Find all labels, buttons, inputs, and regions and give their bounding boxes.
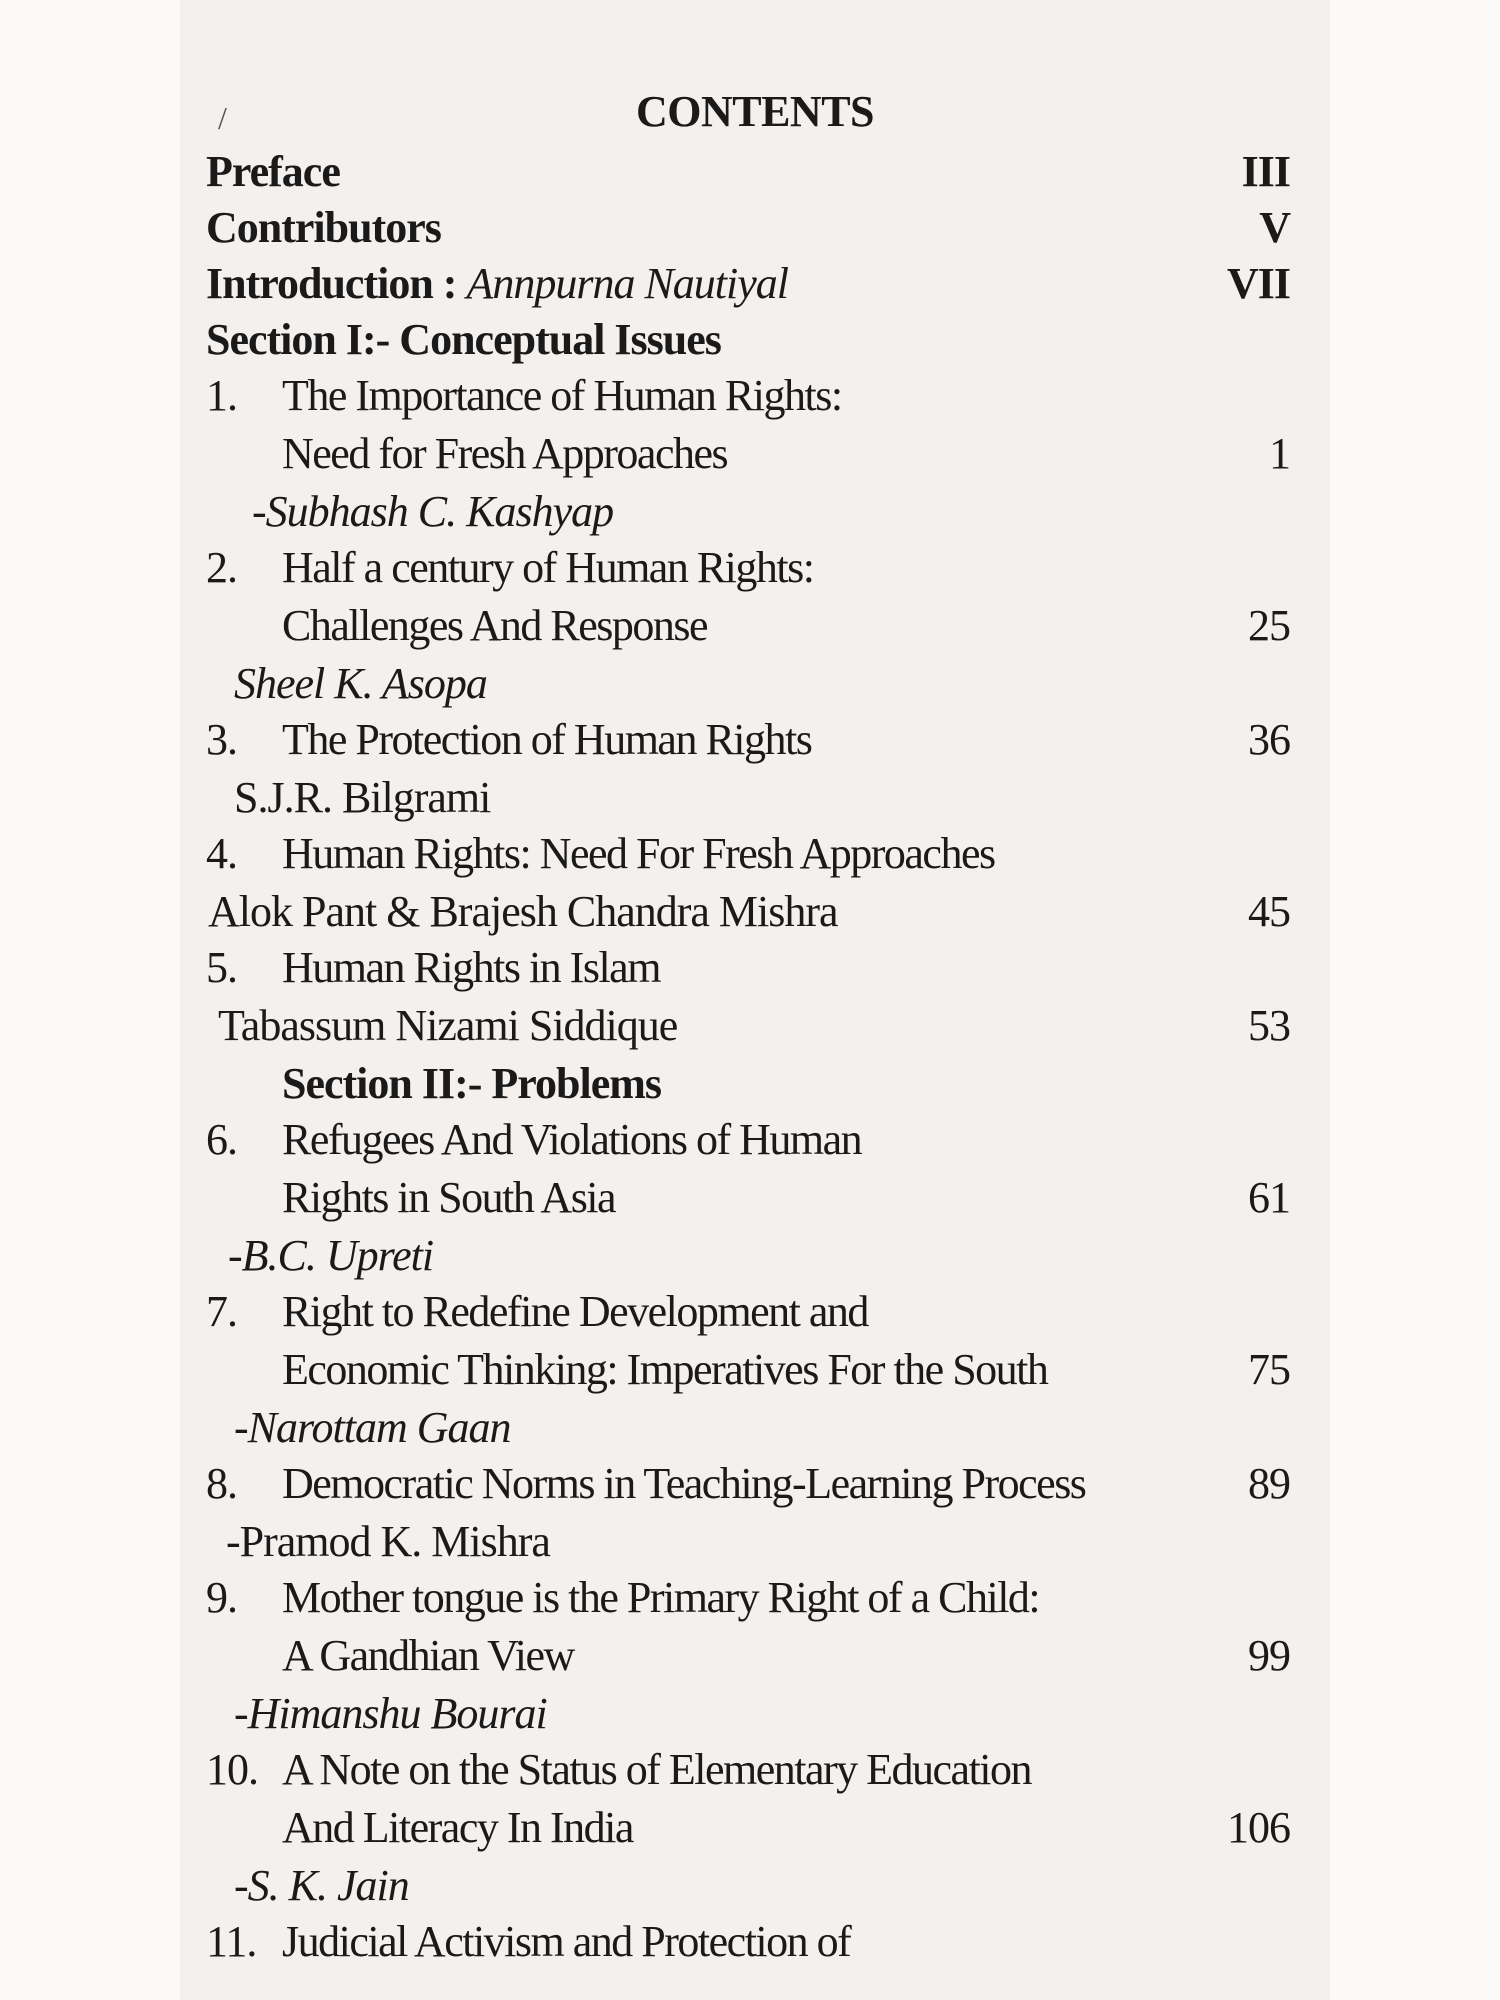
entry-number: 5. — [206, 943, 237, 992]
entry-title: Human Rights: Need For Fresh Approaches — [282, 829, 995, 878]
section-heading-text: Section I:- Conceptual Issues — [206, 315, 721, 364]
entry-title: Refugees And Violations of Human — [282, 1115, 862, 1164]
entry-page-number: 25 — [1248, 601, 1290, 650]
entry-number: 6. — [206, 1115, 237, 1164]
entry-title: Mother tongue is the Primary Right of a Child: — [282, 1573, 1040, 1622]
entry-title: The Importance of Human Rights: — [282, 371, 842, 420]
entry-page-number: 75 — [1248, 1345, 1290, 1394]
entry-page-number: 89 — [1248, 1459, 1290, 1508]
pen-mark: / — [218, 100, 227, 136]
entry-number: 11. — [206, 1917, 257, 1966]
entry-page-number: 61 — [1248, 1173, 1290, 1222]
front-page-number: III — [1241, 147, 1290, 196]
entry-title: The Protection of Human Rights — [282, 715, 812, 764]
entry-title: Right to Redefine Development and — [282, 1287, 868, 1336]
entry-page-number: 1 — [1269, 429, 1290, 478]
entry-page-number: 106 — [1227, 1803, 1290, 1852]
entry-title: A Gandhian View — [282, 1631, 574, 1680]
section-heading-text: Section II:- Problems — [282, 1059, 662, 1108]
entry-number: 1. — [206, 371, 237, 420]
entry-author: -Narottam Gaan — [234, 1403, 511, 1452]
entry-author: -Pramod K. Mishra — [226, 1517, 550, 1566]
entry-number: 7. — [206, 1287, 237, 1336]
entry-title: Half a century of Human Rights: — [282, 543, 814, 592]
entry-author: Sheel K. Asopa — [234, 659, 487, 708]
entry-author: -B.C. Upreti — [228, 1231, 434, 1280]
front-label: Contributors — [206, 203, 441, 252]
entry-number: 8. — [206, 1459, 237, 1508]
front-label — [206, 259, 789, 308]
contents-page — [180, 0, 1330, 2000]
entry-title: Democratic Norms in Teaching-Learning Process — [282, 1459, 1086, 1508]
page-title: CONTENTS — [635, 87, 875, 136]
entry-title: A Note on the Status of Elementary Education — [282, 1745, 1032, 1794]
entry-title: Judicial Activism and Protection of — [282, 1917, 851, 1966]
entry-title: Need for Fresh Approaches — [282, 429, 728, 478]
entry-page-number: 53 — [1248, 1001, 1290, 1050]
introduction-label: Introduction : — [206, 259, 457, 308]
entry-author: -S. K. Jain — [234, 1861, 409, 1910]
entry-title: Economic Thinking: Imperatives For the South — [282, 1345, 1048, 1394]
entry-title: And Literacy In India — [282, 1803, 633, 1852]
entry-page-number: 45 — [1248, 887, 1290, 936]
entry-author: -Himanshu Bourai — [234, 1689, 547, 1738]
entry-number: 10. — [206, 1745, 258, 1794]
front-label: Preface — [206, 147, 340, 196]
entry-page-number: 99 — [1248, 1631, 1290, 1680]
entry-number: 4. — [206, 829, 237, 878]
entry-number: 9. — [206, 1573, 237, 1622]
entry-author: S.J.R. Bilgrami — [234, 773, 491, 822]
entry-title: Rights in South Asia — [282, 1173, 616, 1222]
entry-number: 3. — [206, 715, 237, 764]
entry-title: Human Rights in Islam — [282, 943, 660, 992]
entry-author: Alok Pant & Brajesh Chandra Mishra — [208, 887, 838, 936]
introduction-author: Annpurna Nautiyal — [466, 259, 789, 308]
front-page-number: VII — [1226, 259, 1290, 308]
entry-author: -Subhash C. Kashyap — [252, 487, 614, 536]
entry-author: Tabassum Nizami Siddique — [218, 1001, 678, 1050]
front-page-number: V — [1259, 203, 1290, 252]
entry-title: Challenges And Response — [282, 601, 708, 650]
entry-page-number: 36 — [1248, 715, 1290, 764]
entry-number: 2. — [206, 543, 237, 592]
